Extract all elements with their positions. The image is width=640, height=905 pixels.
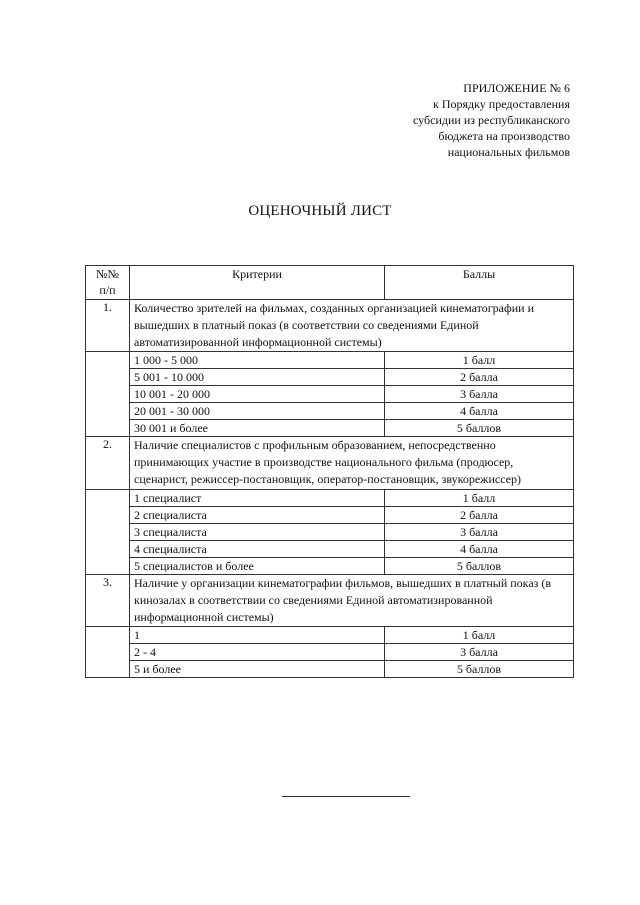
option-row [86,524,574,541]
option-row [86,541,574,558]
option-points: 2 балла [385,369,574,386]
option-label: 10 001 - 20 000 [130,386,385,403]
option-points: 4 балла [385,403,574,420]
header-points: Баллы [385,266,574,300]
section-row [86,300,574,352]
option-points: 3 балла [385,524,574,541]
header-number: №№ п/п [86,266,130,300]
section-row [86,437,574,490]
section-number: 2. [86,437,130,490]
option-row [86,490,574,507]
option-label: 2 специалиста [130,507,385,524]
section-number: 1. [86,300,130,352]
option-row [86,558,574,575]
option-points: 1 балл [385,352,574,369]
empty-number-cell [86,490,130,575]
option-label: 1 000 - 5 000 [130,352,385,369]
option-label: 4 специалиста [130,541,385,558]
section-row [86,575,574,627]
empty-number-cell [86,352,130,437]
option-label: 1 [130,627,385,644]
option-label: 5 и более [130,661,385,678]
option-points: 2 балла [385,507,574,524]
appendix-line: бюджета на производство [438,129,570,143]
option-row [86,420,574,437]
option-label: 20 001 - 30 000 [130,403,385,420]
option-label: 2 - 4 [130,644,385,661]
option-row [86,507,574,524]
option-points: 4 балла [385,541,574,558]
option-label: 3 специалиста [130,524,385,541]
table-header-row [86,266,574,300]
option-points: 5 баллов [385,420,574,437]
header-criteria: Критерии [130,266,385,300]
empty-number-cell [86,627,130,678]
closing-separator-line [282,796,410,797]
option-label: 30 001 и более [130,420,385,437]
option-row [86,386,574,403]
appendix-line: ПРИЛОЖЕНИЕ № 6 [463,81,570,95]
appendix-header [413,80,570,160]
section-description: Наличие специалистов с профильным образованием, непосредственно принимающих участие в производстве национального фильма (продюсер, сценарист, режиссер-постановщик, оператор-постановщик, звукорежиссер) [130,437,574,490]
option-row [86,627,574,644]
option-label: 5 специалистов и более [130,558,385,575]
option-points: 5 баллов [385,558,574,575]
option-label: 5 001 - 10 000 [130,369,385,386]
option-row [86,352,574,369]
page-title: ОЦЕНОЧНЫЙ ЛИСТ [248,203,392,219]
evaluation-table [85,265,574,678]
appendix-line: субсидии из республиканского [413,113,570,127]
section-description: Количество зрителей на фильмах, созданных организацией кинематографии и вышедших в платный показ (в соответствии со сведениями Единой автоматизированной информационной системы) [130,300,574,352]
option-row [86,369,574,386]
option-row [86,403,574,420]
option-points: 3 балла [385,386,574,403]
section-description: Наличие у организации кинематографии фильмов, вышедших в платный показ (в кинозалах в соответствии со сведениями Единой автоматизированной информационной системы) [130,575,574,627]
appendix-line: к Порядку предоставления [432,97,570,111]
option-label: 1 специалист [130,490,385,507]
option-points: 3 балла [385,644,574,661]
appendix-line: национальных фильмов [447,145,570,159]
option-points: 1 балл [385,490,574,507]
option-points: 5 баллов [385,661,574,678]
section-number: 3. [86,575,130,627]
option-points: 1 балл [385,627,574,644]
option-row [86,661,574,678]
option-row [86,644,574,661]
